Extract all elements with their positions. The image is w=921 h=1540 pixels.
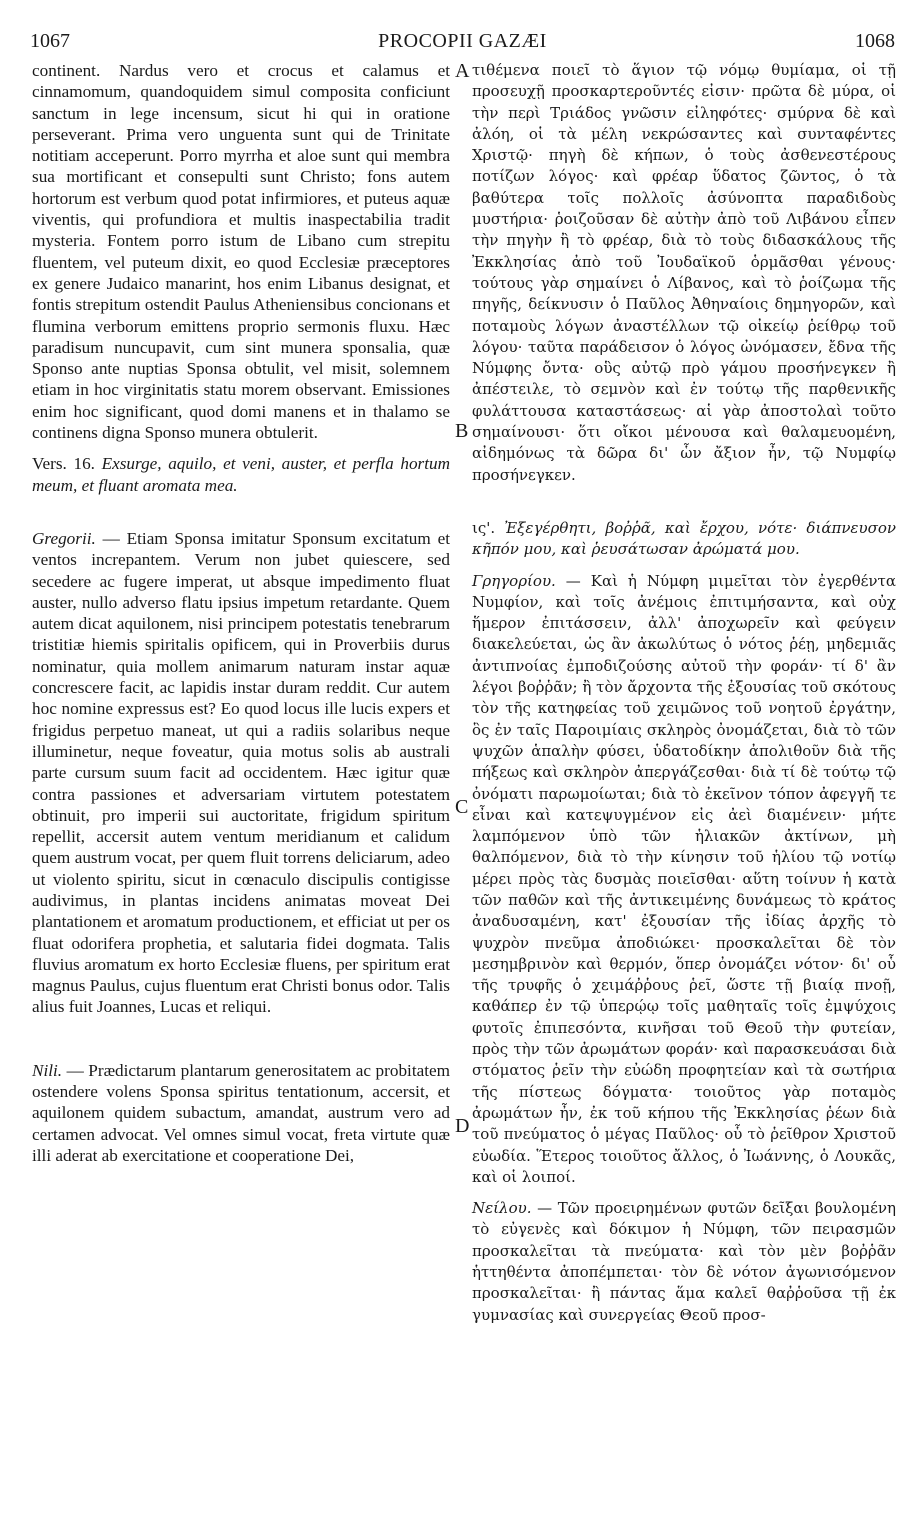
greek-paragraph-1: τιθέμενα ποιεῖ τὸ ἅγιον τῷ νόμῳ θυμίαμα, οἱ τῇ προσευχῇ προσκαρτεροῦντές εἰσιν· πρῶτα δὲ μύρα, οἱ τὴν περὶ Τριάδος γνῶσιν εἰληφότες· σμύρνα δὲ καὶ ἀλόη, οἱ τὰ μέλη νεκρώσαντες καὶ συνταφέντες Χριστῷ· πηγὴ δὲ κήπων, ὁ τοὺς ἀσθενεστέρους ποτίζων λόγος· καὶ φρέαρ ὕδατος ζῶντος, ὁ τὰ βαθύτερα τοῖς πολλοῖς ἀσύνοπτα παραδιδοὺς μυστήρια· ῥοιζοῦσαν δὲ αὐτὴν ἀπὸ τοῦ Λιβάνου εἶπεν τὴν πηγὴν ἢ τὸ φρέαρ, διὰ τὸ τοὺς διδασκάλους τῆς Ἐκκλησίας ἀπὸ τοῦ Ἰουδαϊκοῦ ὁρμᾶσθαι γένους· τούτους γὰρ σημαίνει ὁ Λίβανος, καὶ τὸ ῥοίζωμα τῆς πηγῆς, δείκνυσιν ὁ Παῦλος Ἀθηναίοις δημηγορῶν, καὶ ποταμοὺς λόγων ἀναστέλλων τῷ οἰκείῳ ῥείθρῳ τοῦ λόγου· ταῦτα παράδεισον ὁ λόγος ὠνόμασεν, ἔδνα τῆς Νύμφης ὄντα· οὓς αὐτῷ πρὸ γάμου προσήνεγκεν ἢ ἀπέστειλε, τὸ σεμνὸν καὶ ἐν τούτῳ τῆς παρθενικῆς φυλάττουσα καταστάσεως· αἱ γὰρ ἀποστολαὶ τοῦτο σημαίνουσι· ὅτι οἴκοι μένουσα καὶ θαλαμευομένη, αἰδημόνως τὰ δῶρα δι' ὧν ἄξιον ἦν, τῷ Νυμφίῳ προσήνεγκεν.	[472, 61, 896, 484]
latin-gregorii-label: Gregorii.	[32, 528, 96, 548]
running-title: PROCOPII GAZÆI	[378, 30, 547, 52]
latin-nili-paragraph	[32, 1060, 450, 1166]
greek-verse-text: Ἐξεγέρθητι, βοῤῥᾶ, καὶ ἔρχου, νότε· διάπνευσον κῆπόν μου, καὶ ῥευσάτωσαν ἀρώματά μου.	[472, 518, 896, 559]
latin-paragraph-1: continent. Nardus vero et crocus et calamus et cinnamomum, quandoquidem simul composita conficiunt sanctum in lege incensum, sicut hi qui in oratione perseverant. Prima vero unguenta sunt qui de Trinitate notitiam acceperunt. Porro myrrha et aloe sunt qui membra sua mortificant et consepulti sunt Christo; fons autem hortorum est verbum quod potat infirmiores, et puteus aquæ viventis, qui profundiora et multis inaspectabilia tradit mysteria. Fontem porro istum de Libano cum strepitu fluentem, vel puteum dixit, eo quod Ecclesiæ præceptores ex genere Judaico manarint, hos enim Libanus designat, et fontis strepitum ostendit Paulus Atheniensibus concionans et flumina verborum emittens proprio sermonis fluxu. Hæc paradisum nuncupavit, cum sint munera sponsalia, quæ Sponso ante nuptias Sponsa obtulit, vel misit, solemnem etiam in hoc virginitatis statu morem observant. Emissiones enim hoc significant, quod domi manens et in thalamo se continens digna Sponso munera obtulerit.	[32, 61, 450, 443]
latin-nili-label: Nili.	[32, 1060, 63, 1080]
greek-nili-text: — Τῶν προειρημένων φυτῶν δεῖξαι βουλομένη τὸ εὐγενὲς καὶ δόκιμον ἡ Νύμφη, τῶν πειρασμῶν προσκαλεῖται τὰ πνεύματα· καὶ τὸν μὲν βοῤῥᾶν ἡττηθέντα ἀποπέμπεται· τὸν δὲ νότον ἀγωνισόμενον προσκαλεῖται· ἢ πάντας ἅμα καλεῖ θαῤῥοῦσα τῇ ἐκ γυμνασίας καὶ συνεργείας Θεοῦ προσ-	[472, 1199, 896, 1324]
latin-gregorii-text: — Etiam Sponsa imitatur Sponsum excitatum et ventos increpantem. Verum non jubet quiescere, sed secedere ac fugere imperat, ut absque impedimento fluat auster, nullo adverso flatu ipsius impetum retardante. Quem autem dicat aquilonem, nisi principem potestatis tenebrarum tristitiæ hiemis spiritalis opificem, qui in Proverbiis durus nominatur, quia mollem animarum naturam instar aquæ concrescere facit, ac lapidis instar duram reddit. Cur autem hoc nomine expressus est? Eo quod locus ille lucis expers et frigidus perpetuo maneat, ut qui a radiis solaribus neque illuminetur, neque foveatur, quia motus solis ab australi parte cursum suum facit ad occidentem. Hæc igitur quæ contra passiones et adversariam virtutem potestatem obtinuit, pro imperii sui auctoritate, frigidum spiritum repellit, accersit autem ventum meridianum et calidum quem austrum vocat, per quem fluit torrens deliciarum, adeo ut violento spiritu, sicut in cœnaculo discipulis contigisse audivimus, in plantas incidens animatas moveat Dei plantationem et aromatum productionem, et efficiat ut per os fluat odorifera prophetia, et salutaria fidei dogmata. Talis fluvius aromatum ex horto Ecclesiæ fluens, per spiritum erat magnus Paulus, cujus fluentum erat Christi bonus odor. Talis alius fuit Joannes, Lucas et reliqui.	[32, 528, 450, 1017]
latin-gregorii-paragraph	[32, 528, 450, 1018]
page-number-left: 1067	[30, 30, 70, 52]
latin-verse-label: Vers. 16.	[32, 454, 95, 474]
greek-nili-paragraph	[472, 1198, 896, 1326]
latin-verse	[32, 453, 450, 496]
greek-verse	[472, 518, 896, 561]
greek-gregorii-paragraph	[472, 571, 896, 1189]
section-marker-b: B	[455, 420, 469, 442]
greek-column	[472, 60, 896, 1326]
greek-nili-label: Νείλου.	[472, 1199, 532, 1218]
greek-gregorii-label: Γρηγορίου.	[472, 571, 556, 590]
page-header	[30, 30, 895, 58]
latin-nili-text: — Prædictarum plantarum generositatem ac probitatem ostendere volens Sponsa spiritus tentationum, accersit, et aquilonem quidem subactum, amandat, austrum vero ad certamen advocat. Vel omnes simul vocat, freta virtute quæ illi aderat ab exercitatione et cooperatione Dei,	[32, 1060, 450, 1165]
greek-gregorii-text: — Καὶ ἡ Νύμφη μιμεῖται τὸν ἐγερθέντα Νυμφίον, καὶ τοῖς ἀνέμοις ἐπιτιμήσαντα, καὶ οὐχ ἥμερον ἐπιτάσσειν, ἀλλ' ἀποχωρεῖν καὶ φεύγειν διακελεύεται, ὡς ἂν ἀκωλύτως ὁ νότος ῥέῃ, μηδεμιᾶς ἀντιπνοίας ἐμποδιζούσης αὐτοῦ τὴν φοράν· τί δ' ἂν λέγοι βοῤῥᾶν; ἢ τὸν ἄρχοντα τῆς ἐξουσίας τοῦ σκότους τὸν τῆς κατηφείας τοῦ χειμῶνος τοῦ νοητοῦ ἐργάτην, ὃς ἐν ταῖς Παροιμίαις σκληρὸς ὀνομάζεται, διὰ τὸ τῶν ψυχῶν ἁπαλὴν φύσει, ὑδατοδίκην ἀπολιθοῦν διὰ τῆς πήξεως καὶ σκληρὸν ἀπεργάζεσθαι· διὰ τί δὲ τούτῳ τῷ ὀνόματι παρωμοίωται; διὰ τὸ ἐκεῖνον τόπον ἀφεγγῆ τε εἶναι καὶ κατεψυγμένον εἰς ἀεὶ διαμένειν· μήτε λαμπόμενον ὑπὸ τῶν ἡλιακῶν ἀκτίνων, μὴ θαλπόμενον, διὰ τὸ τὴν κίνησιν τοῦ ἡλίου τῷ νοτίῳ μέρει πρὸς τὰς δυσμὰς ποιεῖσθαι· αὕτη τοίνυν ἡ κατὰ τῶν παθῶν καὶ τῆς ἀντικειμένης δυνάμεως τὸ κράτος ἀναδυσαμένη, κατ' ἐξουσίαν τῆς ἰδίας ἀρχῆς τὸ ψυχρὸν πνεῦμα ἀποδιώκει· προσκαλεῖται δὲ τὸν μεσημβρινὸν καὶ θερμόν, ὅπερ ὀνομάζει νότον· δι' οὗ τῆς τρυφῆς ὁ χειμάῤῥους ῥεῖ, ὥστε τῇ βιαίᾳ πνοῇ, καθάπερ ἐν τῷ ὑπερῴῳ τοῖς μαθηταῖς τοῖς ἐμψύχοις φυτοῖς ἐπιπεσόντα, κινῆσαι τοῦ Θεοῦ τὴν φυτείαν, πρὸς τὴν τῶν ἀρωμάτων φοράν· καὶ παρασκευάσαι διὰ στόματος ῥεῖν τὴν εὐώδη προφητείαν καὶ τὰ σωτήρια τῆς πίστεως δόγματα· τοιοῦτος γὰρ ποταμὸς ἀρωμάτων ἦν, ἐκ τοῦ κήπου τῆς Ἐκκλησίας ῥέων διὰ τοῦ πνεύματος ὁ μέγας Παῦλος· οὗ τὸ ῥεῖθρον Χριστοῦ εὐωδία. Ἕτερος τοιοῦτος ἄλλος, ὁ Ἰωάννης, ὁ Λουκᾶς, καὶ οἱ λοιποί.	[472, 571, 896, 1186]
section-marker-c: C	[455, 796, 469, 818]
section-marker-a: A	[455, 60, 470, 82]
latin-verse-text: Exsurge, aquilo, et veni, auster, et perfla hortum meum, et fluant aromata mea.	[32, 454, 451, 495]
page-number-right: 1068	[855, 30, 895, 52]
section-marker-d: D	[455, 1115, 470, 1137]
greek-verse-label: ις'.	[472, 518, 496, 537]
latin-column	[32, 60, 450, 1166]
